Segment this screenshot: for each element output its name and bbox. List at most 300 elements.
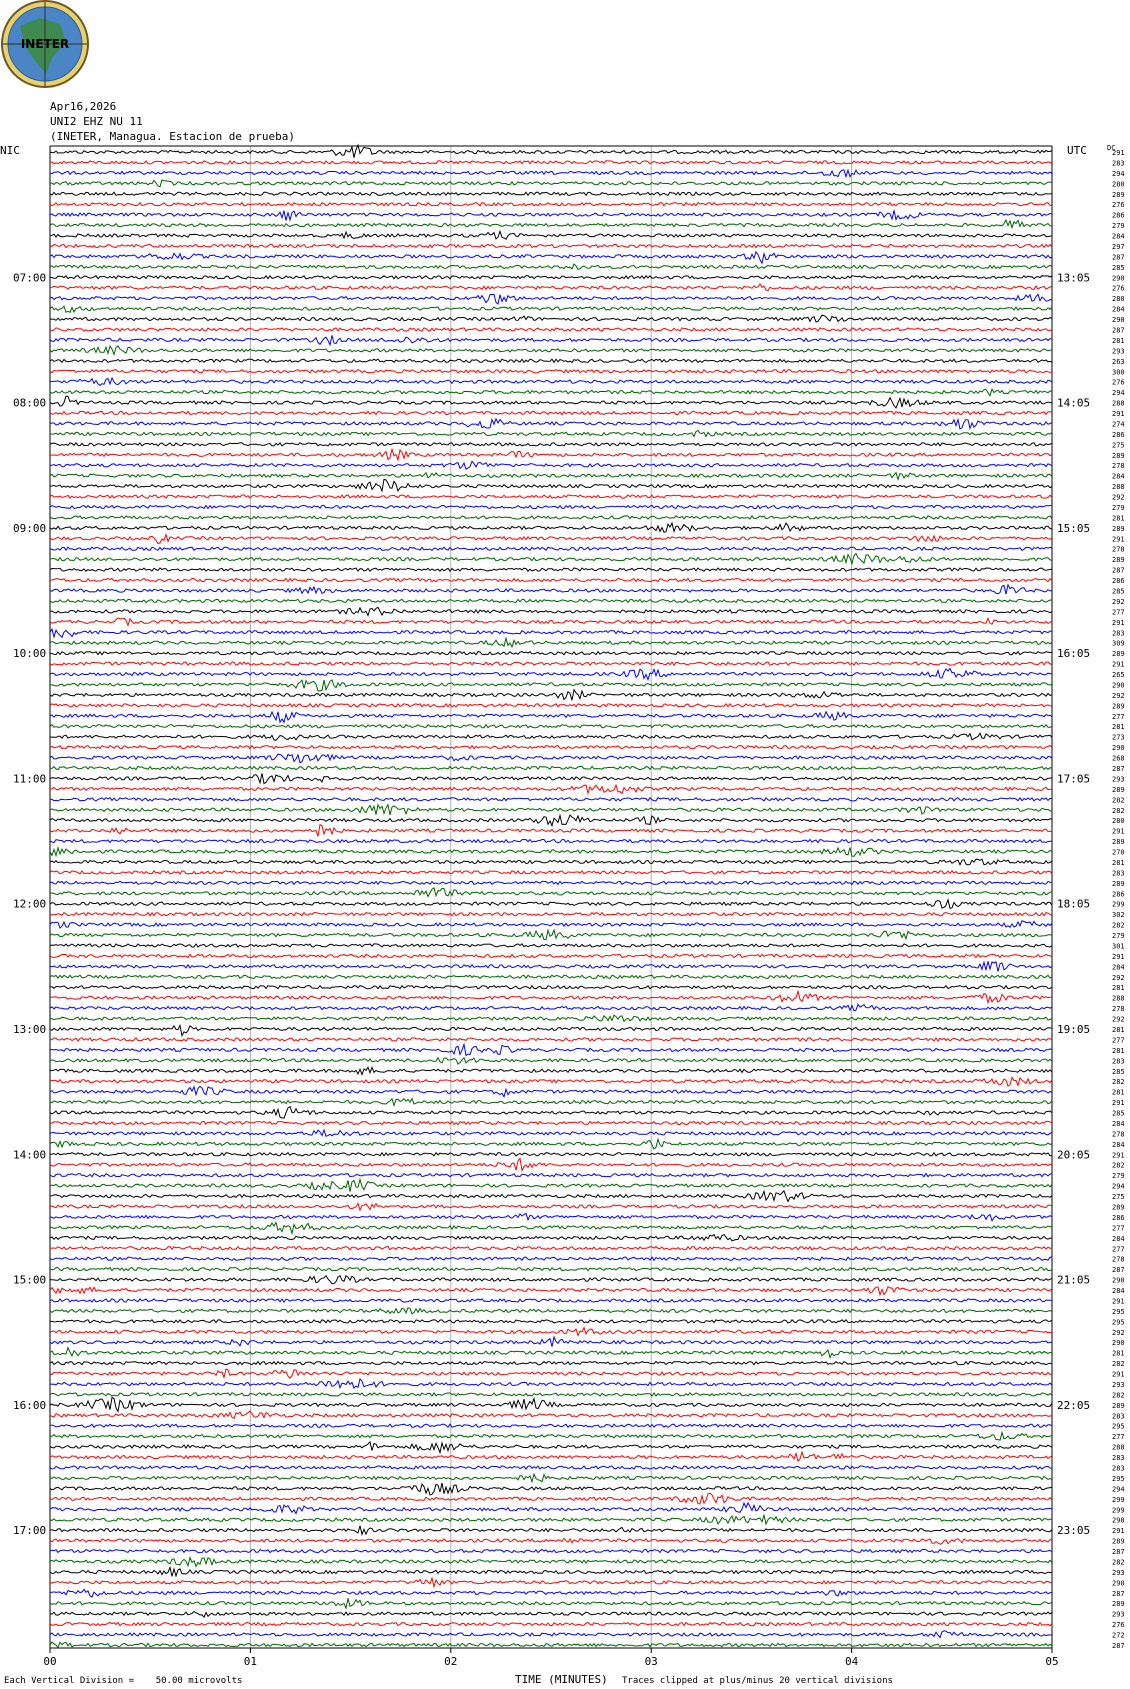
dc-offset-label: 275: [1112, 1193, 1125, 1202]
seismic-trace: [50, 145, 1052, 158]
dc-offset-label: 283: [1112, 1454, 1125, 1463]
dc-offset-label: 278: [1112, 462, 1125, 471]
seismic-trace: [50, 1268, 1052, 1271]
right-hour-label: 16:05: [1057, 647, 1091, 661]
dc-offset-label: 284: [1112, 305, 1125, 314]
dc-offset-label: 291: [1112, 952, 1125, 961]
seismic-trace: [50, 881, 1052, 884]
seismic-trace: [50, 975, 1052, 978]
dc-offset-label: 272: [1112, 1631, 1125, 1640]
dc-offset-label: 289: [1112, 702, 1125, 711]
dc-offset-label: 283: [1112, 869, 1125, 878]
seismic-trace: [50, 704, 1052, 707]
seismic-trace: [50, 315, 1052, 322]
seismic-trace: [50, 773, 1052, 783]
seismic-trace: [50, 1337, 1052, 1347]
dc-offset-label: 292: [1112, 691, 1125, 700]
dc-offset-label: 274: [1112, 420, 1125, 429]
left-hour-label: 14:00: [13, 1148, 47, 1162]
seismic-trace: [50, 848, 1052, 857]
dc-offset-label: 289: [1112, 785, 1125, 794]
seismic-trace: [50, 1234, 1052, 1240]
seismic-trace: [50, 170, 1052, 177]
seismic-trace: [50, 662, 1052, 665]
dc-offset-label: 277: [1112, 1224, 1125, 1233]
seismic-trace: [50, 1631, 1052, 1638]
seismic-trace: [50, 554, 1052, 564]
seismic-trace: [50, 284, 1052, 291]
seismic-trace: [50, 859, 1052, 865]
seismic-trace: [50, 986, 1052, 989]
seismic-trace: [50, 585, 1052, 594]
dc-offset-label: 290: [1112, 681, 1125, 690]
clip-note: Traces clipped at plus/minus 20 vertical divisions: [622, 1676, 893, 1686]
dc-offset-label: 282: [1112, 1161, 1125, 1170]
dc-offset-label: 285: [1112, 263, 1125, 272]
seismic-trace: [50, 746, 1052, 749]
dc-offset-label: 291: [1112, 827, 1125, 836]
dc-offset-label: 279: [1112, 1172, 1125, 1181]
dc-offset-label: 289: [1112, 190, 1125, 199]
dc-offset-label: 295: [1112, 1307, 1125, 1316]
seismic-trace: [50, 669, 1052, 680]
seismic-trace: [50, 1058, 1052, 1064]
dc-offset-label: 291: [1112, 1297, 1125, 1306]
dc-offset-label: 277: [1112, 712, 1125, 721]
seismic-trace: [50, 473, 1052, 480]
dc-offset-label: 295: [1112, 1475, 1125, 1483]
dc-offset-label: 281: [1112, 336, 1125, 345]
seismic-trace: [50, 1393, 1052, 1396]
seismic-trace: [50, 1483, 1052, 1495]
dc-offset-label: 289: [1112, 650, 1125, 659]
dc-offset-label: 291: [1112, 1527, 1125, 1536]
seismic-trace: [50, 900, 1052, 909]
dc-offset-label: 279: [1112, 932, 1125, 940]
left-hour-label: 07:00: [13, 271, 47, 285]
dc-offset-label: 287: [1112, 566, 1125, 575]
dc-offset-label: 290: [1112, 1339, 1125, 1348]
dc-offset-label: 291: [1112, 1151, 1125, 1160]
right-hour-label: 21:05: [1057, 1273, 1091, 1287]
seismic-trace: [50, 252, 1052, 263]
dc-offset-label: 281: [1112, 514, 1125, 523]
seismic-trace: [50, 1025, 1052, 1035]
dc-offset-label: 292: [1112, 1015, 1125, 1024]
seismic-trace: [50, 1612, 1052, 1618]
dc-offset-label: 292: [1112, 597, 1125, 606]
seismic-trace: [50, 495, 1052, 498]
seismic-trace: [50, 479, 1052, 491]
dc-offset-label: 277: [1112, 608, 1125, 617]
seismic-trace: [50, 733, 1052, 740]
seismic-trace: [50, 712, 1052, 723]
dc-offset-label: 282: [1112, 921, 1125, 930]
dc-offset-label: 284: [1112, 963, 1125, 972]
seismic-trace: [50, 1299, 1052, 1302]
right-hour-label: 14:05: [1057, 396, 1091, 410]
dc-offset-label: 286: [1112, 1213, 1125, 1222]
seismic-trace: [50, 1320, 1052, 1323]
seismic-trace: [50, 1549, 1052, 1552]
x-axis-title: TIME (MINUTES): [515, 1673, 608, 1686]
x-tick-label: 02: [444, 1655, 458, 1668]
dc-offset-label: 299: [1112, 900, 1125, 909]
seismic-trace: [50, 1015, 1052, 1021]
seismic-trace: [50, 1589, 1052, 1597]
seismic-trace: [50, 328, 1052, 331]
left-hour-label: 17:00: [13, 1524, 47, 1538]
header-date: Apr16,2026: [50, 100, 117, 113]
seismic-trace: [50, 1287, 1052, 1295]
dc-offset-label: 292: [1112, 493, 1125, 502]
dc-offset-label: 289: [1112, 524, 1125, 533]
seismic-trace: [50, 1107, 1052, 1119]
seismic-trace: [50, 1328, 1052, 1336]
seismic-trace: [50, 1247, 1052, 1250]
dc-offset-label: 293: [1112, 347, 1125, 356]
dc-offset-label: 288: [1112, 483, 1125, 492]
dc-offset-label: 289: [1112, 556, 1125, 565]
seismic-trace: [50, 1379, 1052, 1388]
seismic-trace: [50, 991, 1052, 1002]
seismic-trace: [50, 1558, 1052, 1567]
seismic-trace: [50, 294, 1052, 304]
dc-offset-label: 285: [1112, 1067, 1125, 1076]
dc-offset-label: 280: [1112, 295, 1125, 304]
dc-offset-label: 285: [1112, 1109, 1125, 1118]
seismic-trace: [50, 785, 1052, 794]
seismic-trace: [50, 1213, 1052, 1220]
dc-offset-label: 281: [1112, 1046, 1125, 1055]
right-hour-label: 17:05: [1057, 772, 1091, 786]
dc-offset-label: 291: [1112, 535, 1125, 544]
seismic-trace: [50, 210, 1052, 220]
seismic-trace: [50, 1578, 1052, 1587]
dc-offset-label: 283: [1112, 1412, 1125, 1421]
seismic-trace: [50, 1538, 1052, 1544]
seismic-trace: [50, 954, 1052, 957]
right-hour-label: 20:05: [1057, 1148, 1091, 1162]
right-hour-label: 18:05: [1057, 897, 1091, 911]
dc-offset-label: 276: [1112, 284, 1125, 293]
dc-offset-label: 289: [1112, 879, 1125, 888]
right-hour-label: 22:05: [1057, 1398, 1091, 1412]
right-timezone-label: UTC: [1067, 144, 1087, 157]
seismic-trace: [50, 921, 1052, 928]
dc-offset-label: 290: [1112, 744, 1125, 753]
dc-offset-label: 263: [1112, 357, 1125, 366]
seismic-trace: [50, 534, 1052, 543]
seismic-trace: [50, 443, 1052, 446]
left-hour-label: 16:00: [13, 1398, 47, 1412]
dc-offset-label: 291: [1112, 410, 1125, 418]
dc-offset-label: 299: [1112, 1506, 1125, 1515]
seismic-trace: [50, 231, 1052, 239]
dc-offset-label: 289: [1112, 1203, 1125, 1212]
seismic-trace: [50, 680, 1052, 691]
left-hour-label: 08:00: [13, 396, 47, 410]
dc-offset-label: 276: [1112, 201, 1125, 210]
seismic-trace: [50, 449, 1052, 460]
seismic-trace: [50, 638, 1052, 647]
dc-offset-label: 299: [1112, 1495, 1125, 1504]
left-timezone-label: NIC: [0, 144, 20, 157]
dc-offset-label: 286: [1112, 890, 1125, 899]
dc-offset-label: 287: [1112, 765, 1125, 773]
dc-offset-label: 289: [1112, 451, 1125, 460]
dc-offset-label: 283: [1112, 629, 1125, 638]
right-hour-label: 23:05: [1057, 1524, 1091, 1538]
dc-offset-label: 287: [1112, 1266, 1125, 1275]
seismic-trace: [50, 276, 1052, 279]
dc-offset-label: 273: [1112, 733, 1125, 742]
seismic-trace: [50, 725, 1052, 728]
seismic-trace: [50, 1174, 1052, 1177]
dc-offset-label: 276: [1112, 378, 1125, 387]
dc-offset-label: 294: [1112, 1182, 1125, 1191]
dc-offset-label: 287: [1112, 1589, 1125, 1598]
seismic-trace: [50, 1191, 1052, 1202]
seismic-trace: [50, 618, 1052, 625]
seismic-trace: [50, 1424, 1052, 1427]
seismic-trace: [50, 419, 1052, 429]
dc-offset-label: 295: [1112, 1422, 1125, 1431]
dc-offset-label: 275: [1112, 441, 1125, 450]
seismic-trace: [50, 944, 1052, 947]
x-tick-label: 01: [243, 1655, 258, 1668]
seismic-trace: [50, 1044, 1052, 1055]
seismic-trace: [50, 1180, 1052, 1192]
seismic-trace: [50, 815, 1052, 826]
dc-offset-label: 281: [1112, 1349, 1125, 1358]
left-hour-label: 12:00: [13, 897, 47, 911]
dc-offset-label: 282: [1112, 806, 1125, 815]
dc-offset-label: 297: [1112, 243, 1125, 251]
seismic-trace: [50, 1257, 1052, 1260]
seismic-trace: [50, 1348, 1052, 1358]
seismic-trace: [50, 220, 1052, 228]
seismic-trace: [50, 431, 1052, 437]
dc-offset-label: 265: [1112, 671, 1125, 679]
dc-offset-label: 287: [1112, 253, 1125, 262]
seismic-trace: [50, 1369, 1052, 1378]
dc-offset-label: 281: [1112, 1088, 1125, 1097]
seismic-trace: [50, 1503, 1052, 1514]
seismic-trace: [50, 1515, 1052, 1524]
seismic-trace: [50, 1222, 1052, 1233]
dc-offset-label: 282: [1112, 1391, 1125, 1400]
seismic-trace: [50, 840, 1052, 843]
seismic-trace: [50, 1362, 1052, 1365]
seismic-trace: [50, 180, 1052, 187]
dc-offset-label: 277: [1112, 1036, 1125, 1045]
seismic-trace: [50, 161, 1052, 164]
x-tick-label: 00: [43, 1655, 57, 1668]
dc-offset-label: 286: [1112, 211, 1125, 220]
dc-offset-label: 294: [1112, 169, 1125, 178]
seismic-trace: [50, 1121, 1052, 1124]
right-hour-label: 19:05: [1057, 1023, 1091, 1036]
seismic-trace: [50, 798, 1052, 801]
seismic-trace: [50, 516, 1052, 519]
dc-offset-label: 287: [1112, 1642, 1125, 1650]
seismic-trace: [50, 754, 1052, 763]
seismic-trace: [50, 370, 1052, 373]
dc-offset-label: 278: [1112, 1255, 1125, 1264]
seismic-trace: [50, 1397, 1052, 1411]
dc-offset-label: 290: [1112, 1276, 1125, 1285]
seismic-trace: [50, 1493, 1052, 1504]
dc-offset-label: 302: [1112, 911, 1125, 920]
left-hour-label: 09:00: [13, 521, 47, 535]
dc-offset-label: 282: [1112, 1078, 1125, 1087]
seismic-trace: [50, 888, 1052, 897]
dc-offset-label: 288: [1112, 994, 1125, 1003]
seismic-trace: [50, 652, 1052, 655]
seismic-trace: [50, 1308, 1052, 1314]
header-location: (INETER, Managua. Estacion de prueba): [50, 130, 296, 143]
dc-offset-label: 286: [1112, 577, 1125, 586]
dc-offset-label: 277: [1112, 1245, 1125, 1254]
seismic-trace: [50, 396, 1052, 408]
seismic-trace: [50, 805, 1052, 815]
seismic-trace: [50, 306, 1052, 312]
dc-offset-label: 287: [1112, 1548, 1125, 1556]
x-tick-label: 05: [1045, 1655, 1059, 1668]
dc-offset-label: 282: [1112, 1360, 1125, 1369]
dc-offset-label: 290: [1112, 316, 1125, 324]
seismic-trace: [50, 1139, 1052, 1149]
logo-text: INETER: [20, 37, 70, 51]
seismic-trace: [50, 1598, 1052, 1608]
dc-offset-label: 291: [1112, 1099, 1125, 1108]
dc-offset-label: 279: [1112, 504, 1125, 512]
dc-offset-label: 289: [1112, 1401, 1125, 1410]
dc-offset-label: 278: [1112, 545, 1125, 554]
left-hour-label: 13:00: [13, 1023, 47, 1036]
seismic-trace: [50, 1067, 1052, 1074]
dc-offset-label: 293: [1112, 1610, 1125, 1619]
seismic-trace: [50, 930, 1052, 940]
seismic-trace: [50, 1077, 1052, 1086]
seismic-trace: [50, 335, 1052, 345]
seismic-trace: [50, 1567, 1052, 1576]
dc-offset-label: 280: [1112, 817, 1125, 826]
scale-note: Each Vertical Division = 50.00 microvolts: [4, 1676, 243, 1686]
seismic-trace: [50, 766, 1052, 769]
dc-offset-label: 289: [1112, 838, 1125, 847]
seismic-trace: [50, 1642, 1052, 1647]
seismic-trace: [50, 1442, 1052, 1453]
dc-offset-label: 284: [1112, 1234, 1125, 1243]
dc-offset-label: 283: [1112, 159, 1125, 168]
dc-offset-label: 289: [1112, 1600, 1125, 1609]
seismic-trace: [50, 1526, 1052, 1535]
dc-offset-label: 283: [1112, 1057, 1125, 1066]
dc-offset-label: 281: [1112, 1026, 1125, 1034]
dc-offset-label: 279: [1112, 222, 1125, 231]
dc-offset-label: 300: [1112, 368, 1125, 377]
dc-offset-label: 284: [1112, 232, 1125, 241]
seismic-trace: [50, 1004, 1052, 1011]
seismic-trace: [50, 568, 1052, 571]
seismic-trace: [50, 1623, 1052, 1626]
seismic-trace: [50, 359, 1052, 362]
seismic-trace: [50, 346, 1052, 355]
dc-offset-label: 280: [1112, 180, 1125, 189]
right-hour-label: 13:05: [1057, 271, 1091, 285]
seismic-trace: [50, 547, 1052, 550]
seismic-trace: [50, 599, 1052, 602]
seismic-trace: [50, 1130, 1052, 1136]
seismic-trace: [50, 579, 1052, 582]
seismic-trace: [50, 607, 1052, 615]
seismic-trace: [50, 913, 1052, 916]
seismic-trace: [50, 1158, 1052, 1170]
seismic-trace: [50, 389, 1052, 396]
dc-offset-label: 293: [1112, 775, 1125, 784]
dc-offset-label: 294: [1112, 1485, 1125, 1494]
seismic-trace: [50, 203, 1052, 206]
seismic-trace: [50, 192, 1052, 195]
dc-offset-label: 278: [1112, 1005, 1125, 1014]
dc-offset-label: 288: [1112, 1443, 1125, 1452]
dc-header: DC: [1107, 144, 1116, 152]
dc-offset-label: 282: [1112, 1558, 1125, 1567]
seismic-trace: [50, 1474, 1052, 1482]
right-hour-label: 15:05: [1057, 521, 1091, 535]
dc-offset-label: 291: [1112, 149, 1125, 157]
dc-offset-label: 293: [1112, 1381, 1125, 1389]
dc-offset-label: 291: [1112, 1370, 1125, 1379]
dc-offset-label: 281: [1112, 859, 1125, 867]
dc-offset-label: 281: [1112, 723, 1125, 732]
seismic-trace: [50, 523, 1052, 532]
dc-offset-label: 284: [1112, 1140, 1125, 1149]
dc-offset-label: 286: [1112, 430, 1125, 439]
dc-offset-label: 293: [1112, 1568, 1125, 1577]
dc-offset-label: 278: [1112, 1130, 1125, 1139]
dc-offset-label: 301: [1112, 942, 1125, 951]
left-hour-label: 10:00: [13, 647, 47, 661]
dc-offset-label: 292: [1112, 973, 1125, 982]
dc-offset-label: 284: [1112, 1287, 1125, 1295]
x-tick-label: 04: [844, 1655, 859, 1668]
seismic-trace: [50, 461, 1052, 469]
seismic-trace: [50, 1466, 1052, 1469]
dc-offset-label: 283: [1112, 1464, 1125, 1473]
dc-offset-label: 290: [1112, 274, 1125, 283]
dc-offset-label: 268: [1112, 754, 1125, 763]
seismic-trace: [50, 1038, 1052, 1041]
seismic-trace: [50, 1203, 1052, 1210]
dc-offset-label: 294: [1112, 389, 1125, 398]
x-tick-label: 03: [644, 1655, 658, 1668]
dc-offset-label: 288: [1112, 399, 1125, 408]
seismic-trace: [50, 825, 1052, 837]
seismic-trace: [50, 961, 1052, 971]
dc-offset-label: 298: [1112, 1516, 1125, 1525]
seismic-trace: [50, 1452, 1052, 1461]
dc-offset-label: 270: [1112, 848, 1125, 857]
seismic-trace: [50, 244, 1052, 247]
dc-offset-label: 285: [1112, 587, 1125, 596]
dc-offset-label: 282: [1112, 796, 1125, 805]
dc-offset-label: 287: [1112, 326, 1125, 335]
dc-offset-label: 284: [1112, 472, 1125, 481]
seismic-trace: [50, 505, 1052, 508]
